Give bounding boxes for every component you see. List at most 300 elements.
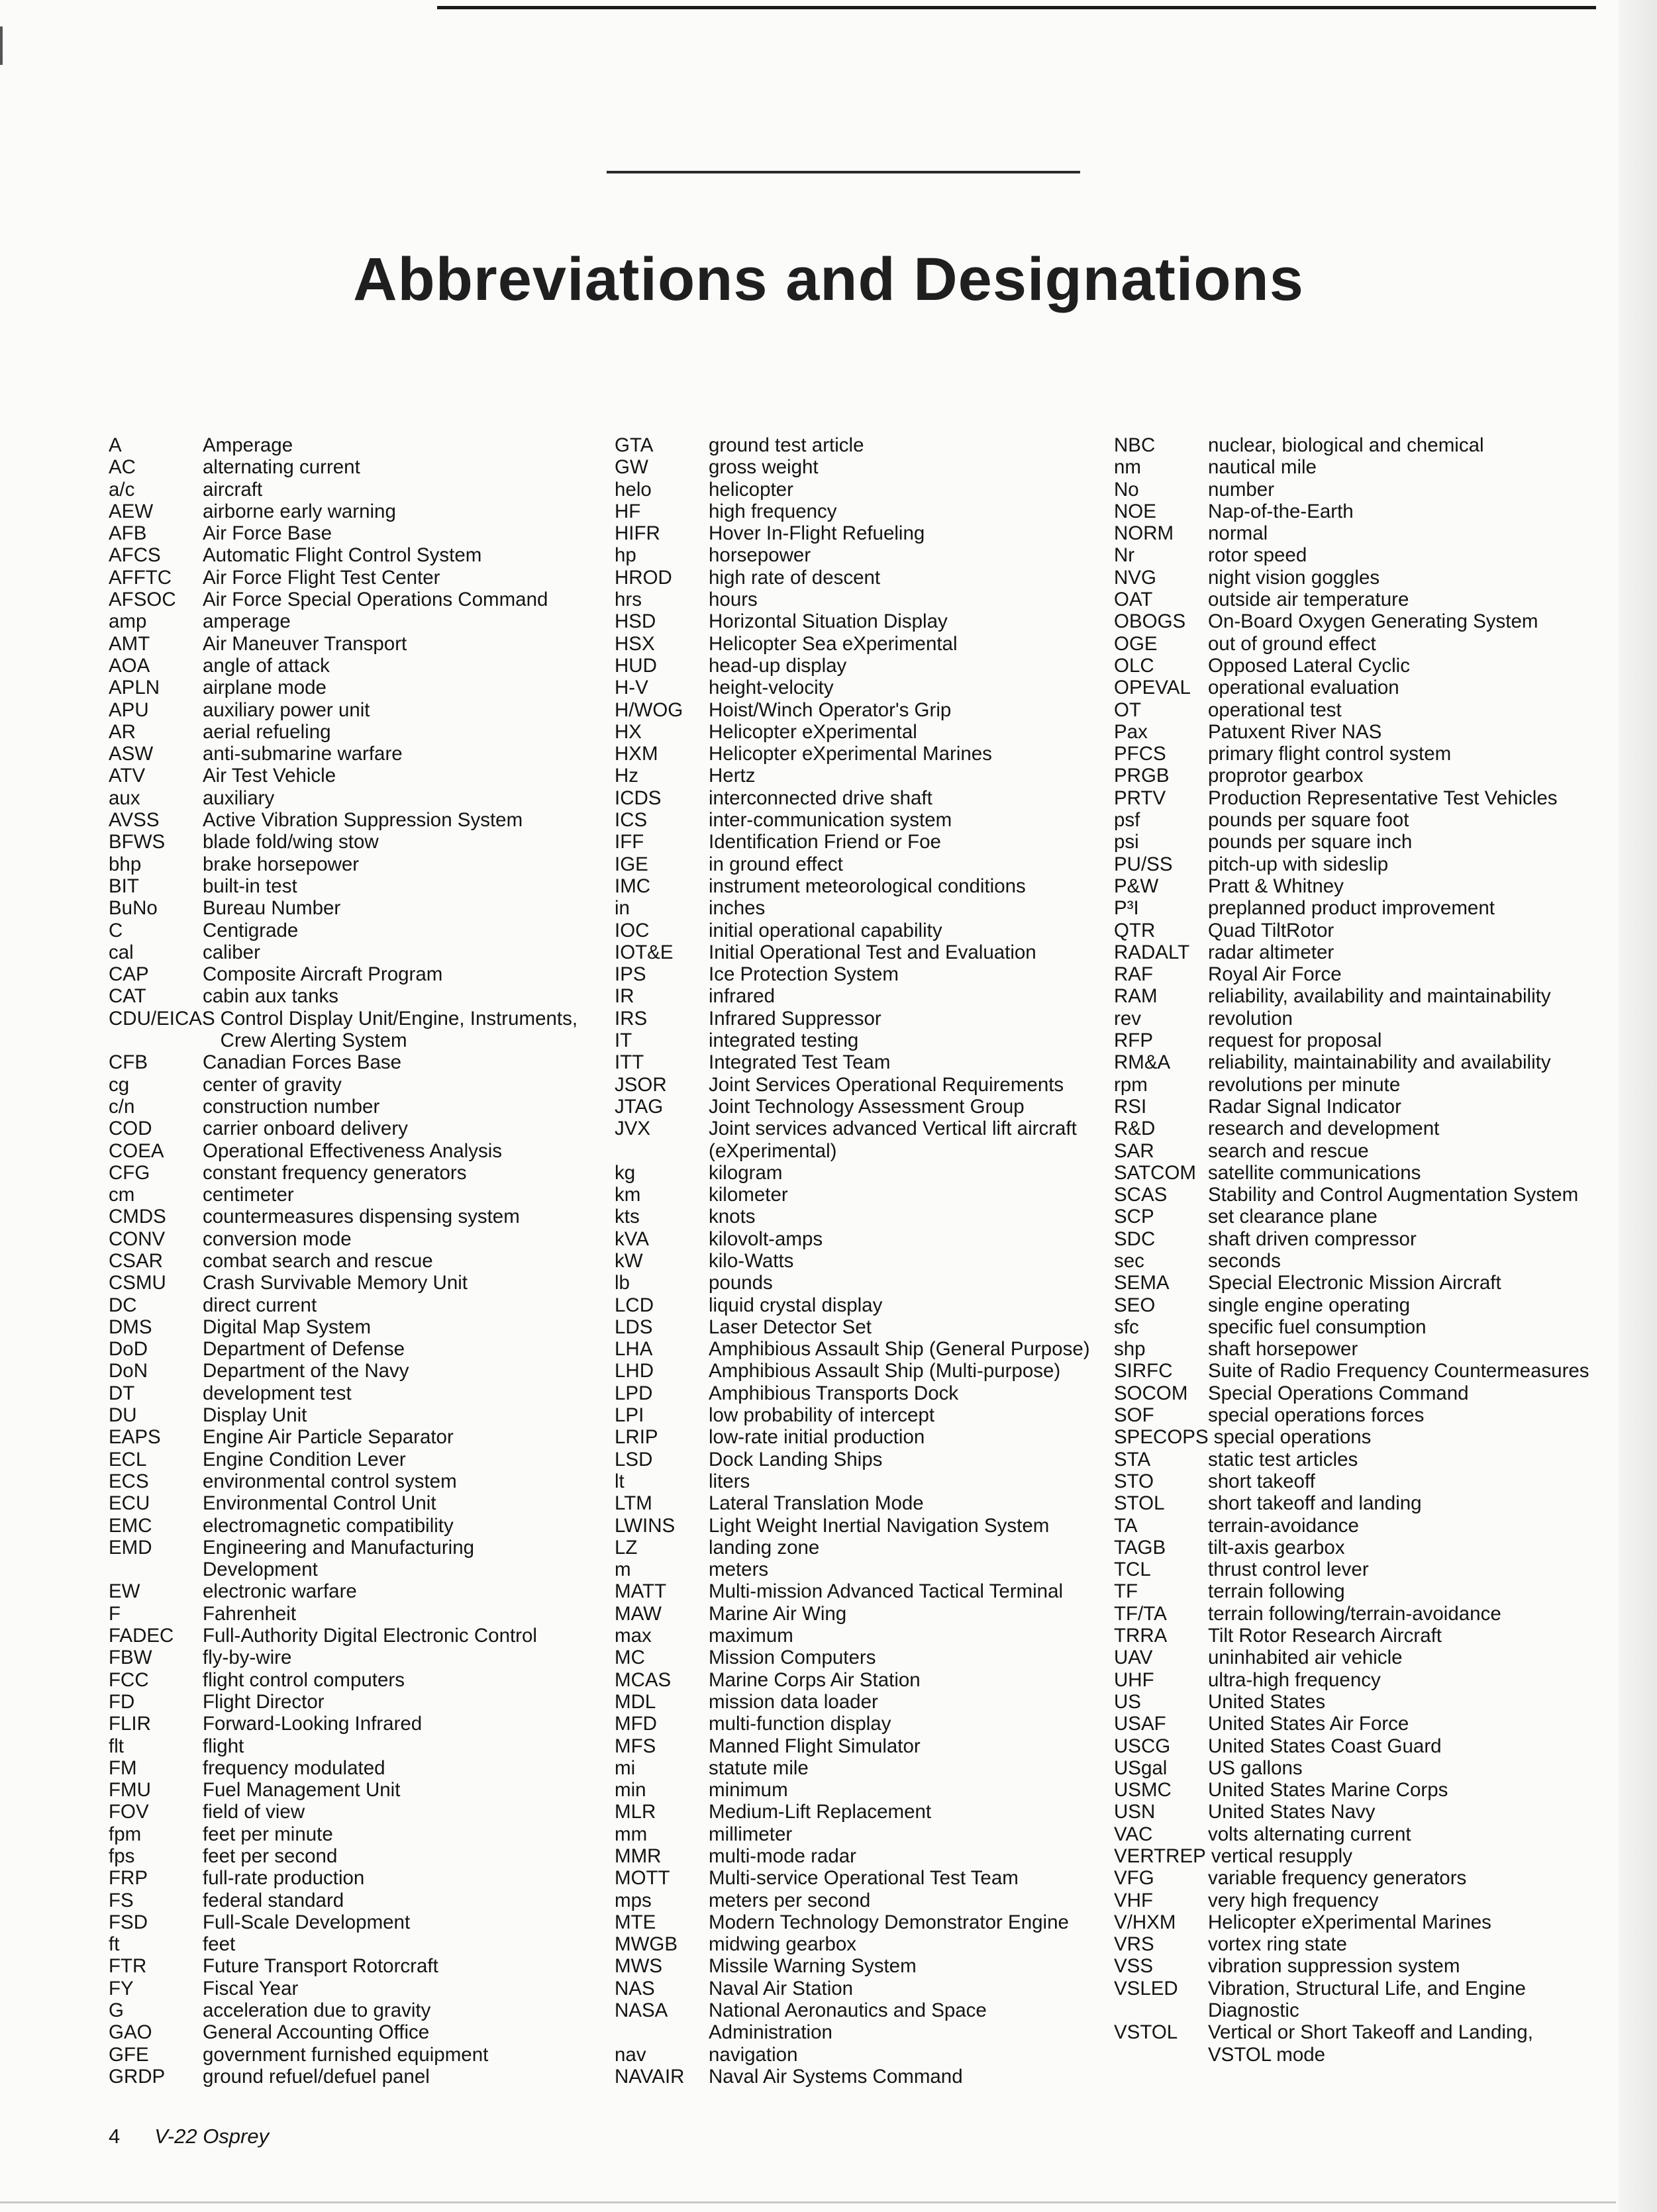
abbreviation-term: A <box>109 434 122 456</box>
abbreviation-definition: gross weight <box>709 456 819 479</box>
abbreviation-term: RSI <box>1114 1095 1147 1118</box>
abbreviation-column-2 <box>615 434 1091 2088</box>
abbreviation-term: FADEC <box>109 1625 174 1647</box>
abbreviation-definition: high rate of descent <box>709 566 881 589</box>
abbreviation-entry <box>1114 1426 1591 1448</box>
abbreviation-definition: Lateral Translation Mode <box>709 1492 924 1515</box>
abbreviation-entry <box>109 1404 585 1426</box>
abbreviation-definition: built-in test <box>203 875 297 897</box>
abbreviation-term: fps <box>109 1845 135 1867</box>
abbreviation-entry <box>1114 743 1591 765</box>
abbreviation-entry <box>109 699 585 721</box>
abbreviation-definition: ground refuel/defuel panel <box>203 2065 430 2088</box>
abbreviation-definition: airborne early warning <box>203 500 396 522</box>
abbreviation-term: mi <box>615 1756 636 1779</box>
abbreviation-definition: Fiscal Year <box>203 1977 299 1999</box>
abbreviation-term: HSD <box>615 610 656 633</box>
abbreviation-definition: airplane mode <box>203 677 326 699</box>
abbreviation-term: GRDP <box>109 2065 166 2088</box>
abbreviation-entry <box>1114 1338 1591 1360</box>
abbreviation-term: m <box>615 1559 631 1581</box>
abbreviation-definition: vortex ring state <box>1208 1933 1347 1956</box>
abbreviation-definition: Crash Survivable Memory Unit <box>203 1272 468 1294</box>
abbreviation-term: RM&A <box>1114 1051 1171 1074</box>
abbreviation-entry <box>615 1978 1091 1999</box>
abbreviation-term: hp <box>615 544 636 567</box>
abbreviation-definition: Suite of Radio Frequency Countermeasures <box>1208 1360 1589 1382</box>
abbreviation-definition: Engine Air Particle Separator <box>203 1426 454 1449</box>
abbreviation-term: SCAS <box>1114 1184 1168 1206</box>
abbreviation-definition: terrain following/terrain-avoidance <box>1208 1602 1501 1625</box>
abbreviation-entry <box>615 677 1091 698</box>
abbreviation-term: TCL <box>1114 1559 1151 1581</box>
abbreviation-term: SEMA <box>1114 1272 1170 1294</box>
abbreviation-term: SPECOPS <box>1114 1426 1209 1449</box>
abbreviation-definition: National Aeronautics and Space Administration <box>709 1999 987 2044</box>
abbreviation-definition: United States <box>1208 1690 1326 1713</box>
abbreviation-definition: Department of the Navy <box>203 1360 409 1382</box>
abbreviation-entry <box>109 677 585 698</box>
abbreviation-term: DU <box>109 1404 137 1427</box>
abbreviation-entry <box>109 1713 585 1735</box>
abbreviation-definition: Multi-mission Advanced Tactical Terminal <box>709 1580 1064 1603</box>
abbreviation-definition: Hover In-Flight Refueling <box>709 522 925 545</box>
abbreviation-definition: helicopter <box>709 478 793 501</box>
abbreviation-term: MTE <box>615 1911 656 1933</box>
abbreviation-entry <box>109 1426 585 1448</box>
abbreviation-definition: pounds per square inch <box>1208 831 1413 853</box>
abbreviation-entry <box>109 1779 585 1801</box>
abbreviation-entry <box>615 1580 1091 1602</box>
abbreviation-entry <box>109 1890 585 1911</box>
abbreviation-term: rev <box>1114 1007 1141 1030</box>
abbreviation-definition: development test <box>203 1382 352 1404</box>
bottom-rule <box>0 2201 1616 2203</box>
abbreviation-definition: terrain-avoidance <box>1208 1514 1359 1537</box>
abbreviation-term: C <box>109 919 123 941</box>
abbreviation-term: SDC <box>1114 1227 1156 1250</box>
abbreviation-definition: conversion mode <box>203 1227 352 1250</box>
abbreviation-term: BFWS <box>109 831 166 853</box>
abbreviation-entry <box>109 1691 585 1713</box>
abbreviation-definition: tilt-axis gearbox <box>1208 1536 1345 1559</box>
abbreviation-term: BIT <box>109 875 139 897</box>
abbreviation-entry <box>1114 479 1591 501</box>
abbreviation-entry <box>615 589 1091 610</box>
abbreviation-entry <box>615 920 1091 941</box>
abbreviation-definition: Special Electronic Mission Aircraft <box>1208 1272 1501 1294</box>
abbreviation-entry <box>1114 1470 1591 1492</box>
abbreviation-term: Hz <box>615 765 639 787</box>
abbreviation-entry <box>615 1382 1091 1404</box>
abbreviation-entry <box>615 1118 1091 1162</box>
abbreviation-entry <box>1114 1051 1591 1073</box>
abbreviation-definition: inter-communication system <box>709 809 952 832</box>
abbreviation-term: a/c <box>109 478 135 501</box>
abbreviation-term: OAT <box>1114 589 1153 611</box>
abbreviation-definition: Helicopter eXperimental Marines <box>709 743 992 765</box>
abbreviation-entry <box>109 1470 585 1492</box>
abbreviation-definition: Manned Flight Simulator <box>709 1735 921 1757</box>
abbreviation-term: kts <box>615 1206 640 1228</box>
abbreviation-entry <box>1114 941 1591 963</box>
abbreviation-definition: Future Transport Rotorcraft <box>203 1955 438 1978</box>
abbreviation-term: ATV <box>109 765 146 787</box>
abbreviation-entry <box>1114 1449 1591 1470</box>
abbreviation-definition: vibration suppression system <box>1208 1955 1460 1978</box>
abbreviation-entry <box>615 1691 1091 1713</box>
abbreviation-term: mps <box>615 1889 652 1911</box>
abbreviation-entry <box>1114 920 1591 941</box>
abbreviation-definition: Helicopter eXperimental Marines <box>1208 1911 1491 1933</box>
abbreviation-definition: Vibration, Structural Life, and Engine Diagnostic <box>1208 1977 1526 2022</box>
abbreviation-entry <box>615 1801 1091 1823</box>
abbreviation-definition: millimeter <box>709 1823 793 1845</box>
abbreviation-term: FCC <box>109 1668 149 1691</box>
abbreviation-term: PRTV <box>1114 787 1166 809</box>
abbreviation-term: IGE <box>615 853 648 875</box>
abbreviation-definition: Digital Map System <box>203 1316 372 1338</box>
abbreviation-term: DoD <box>109 1338 148 1361</box>
abbreviation-definition: outside air temperature <box>1208 589 1409 611</box>
abbreviation-term: TRRA <box>1114 1625 1168 1647</box>
abbreviation-definition: Full-Authority Digital Electronic Control <box>203 1625 537 1647</box>
abbreviation-term: SCP <box>1114 1206 1154 1228</box>
abbreviation-definition: knots <box>709 1206 756 1228</box>
abbreviation-term: TAGB <box>1114 1536 1166 1559</box>
abbreviation-term: RAF <box>1114 963 1153 986</box>
abbreviation-entry <box>615 721 1091 743</box>
abbreviation-definition: horsepower <box>709 544 811 567</box>
abbreviation-term: nav <box>615 2043 646 2066</box>
abbreviation-term: HSX <box>615 632 655 655</box>
abbreviation-entry <box>109 875 585 897</box>
abbreviation-term: UHF <box>1114 1668 1154 1691</box>
abbreviation-definition: General Accounting Office <box>203 2021 430 2044</box>
abbreviation-term: US <box>1114 1690 1141 1713</box>
abbreviation-entry <box>615 1492 1091 1514</box>
abbreviation-definition: Tilt Rotor Research Aircraft <box>1208 1625 1442 1647</box>
abbreviation-entry <box>109 1603 585 1625</box>
abbreviation-definition: Active Vibration Suppression System <box>203 809 523 832</box>
abbreviation-entry <box>615 1272 1091 1294</box>
abbreviation-term: IOC <box>615 919 650 941</box>
abbreviation-entry <box>109 1867 585 1889</box>
abbreviation-definition: Identification Friend or Foe <box>709 831 941 853</box>
abbreviation-term: JTAG <box>615 1095 664 1118</box>
abbreviation-entry <box>109 1140 585 1162</box>
abbreviation-definition: direct current <box>203 1294 317 1316</box>
abbreviation-entry <box>615 743 1091 765</box>
book-title: V-22 Osprey <box>154 2125 270 2148</box>
abbreviation-term: LSD <box>615 1448 653 1470</box>
abbreviation-entry <box>109 1757 585 1779</box>
abbreviation-entry <box>615 544 1091 566</box>
top-rule <box>437 6 1596 9</box>
abbreviation-definition: fly-by-wire <box>203 1647 292 1669</box>
abbreviation-entry <box>1114 1492 1591 1514</box>
abbreviation-entry <box>109 1051 585 1073</box>
abbreviation-term: SAR <box>1114 1139 1154 1162</box>
abbreviation-entry <box>109 1206 585 1227</box>
abbreviation-term: ITT <box>615 1051 644 1074</box>
abbreviation-definition: thrust control lever <box>1208 1559 1369 1581</box>
abbreviation-entry <box>615 501 1091 522</box>
abbreviation-definition: Naval Air Station <box>709 1977 854 1999</box>
abbreviation-entry <box>1114 1140 1591 1162</box>
abbreviation-term: NASA <box>615 1999 668 2022</box>
abbreviation-entry <box>109 1801 585 1823</box>
abbreviation-term: FOV <box>109 1801 149 1823</box>
abbreviation-entry <box>1114 1382 1591 1404</box>
abbreviation-definition: initial operational capability <box>709 919 942 941</box>
abbreviation-entry <box>615 2044 1091 2066</box>
abbreviation-definition: center of gravity <box>203 1073 342 1096</box>
abbreviation-definition: centimeter <box>203 1184 294 1206</box>
abbreviation-term: psf <box>1114 809 1140 832</box>
abbreviation-entry <box>615 1051 1091 1073</box>
abbreviation-definition: rotor speed <box>1208 544 1307 567</box>
abbreviation-entry <box>615 456 1091 478</box>
abbreviation-entry <box>1114 1294 1591 1316</box>
abbreviation-term: amp <box>109 610 147 633</box>
abbreviation-term: ft <box>109 1933 120 1956</box>
page-title: Abbreviations and Designations <box>353 246 1304 313</box>
abbreviation-definition: feet <box>203 1933 236 1956</box>
abbreviation-term: PU/SS <box>1114 853 1173 875</box>
abbreviation-term: RAM <box>1114 985 1158 1008</box>
abbreviation-definition: Medium-Lift Replacement <box>709 1801 932 1823</box>
abbreviation-definition: specific fuel consumption <box>1208 1316 1427 1338</box>
abbreviation-column-3 <box>1114 434 1591 2066</box>
abbreviation-term: APLN <box>109 677 160 699</box>
abbreviation-entry <box>615 1669 1091 1691</box>
abbreviation-definition: federal standard <box>203 1889 344 1911</box>
abbreviation-entry <box>615 1360 1091 1382</box>
abbreviation-definition: Horizontal Situation Display <box>709 610 948 633</box>
abbreviation-term: min <box>615 1779 646 1802</box>
abbreviation-entry <box>109 1360 585 1382</box>
abbreviation-definition: kilovolt-amps <box>709 1227 823 1250</box>
abbreviation-definition: interconnected drive shaft <box>709 787 932 809</box>
abbreviation-entry <box>1114 501 1591 522</box>
abbreviation-entry <box>615 1470 1091 1492</box>
abbreviation-term: VAC <box>1114 1823 1153 1845</box>
abbreviation-entry <box>615 1404 1091 1426</box>
abbreviation-definition: normal <box>1208 522 1268 545</box>
abbreviation-definition: environmental control system <box>203 1470 457 1492</box>
abbreviation-definition: request for proposal <box>1208 1030 1382 1052</box>
abbreviation-definition: Patuxent River NAS <box>1208 720 1382 743</box>
abbreviation-definition: uninhabited air vehicle <box>1208 1647 1403 1669</box>
abbreviation-term: LPD <box>615 1382 653 1404</box>
abbreviation-definition: high frequency <box>709 500 837 522</box>
abbreviation-entry <box>615 2066 1091 2088</box>
abbreviation-definition: kilogram <box>709 1161 783 1184</box>
abbreviation-term: AR <box>109 720 136 743</box>
abbreviation-term: P&W <box>1114 875 1159 897</box>
abbreviation-term: CFG <box>109 1161 150 1184</box>
abbreviation-term: SEO <box>1114 1294 1156 1316</box>
abbreviation-entry <box>615 1074 1091 1096</box>
abbreviation-term: USgal <box>1114 1756 1168 1779</box>
abbreviation-entry <box>109 501 585 522</box>
abbreviation-entry <box>1114 897 1591 919</box>
abbreviation-entry <box>615 1933 1091 1955</box>
abbreviation-term: rpm <box>1114 1073 1148 1096</box>
abbreviation-entry <box>1114 721 1591 743</box>
abbreviation-entry <box>1114 787 1591 809</box>
abbreviation-definition: government furnished equipment <box>203 2043 489 2066</box>
abbreviation-term: MC <box>615 1647 645 1669</box>
abbreviation-definition: United States Marine Corps <box>1208 1779 1448 1802</box>
abbreviation-definition: nuclear, biological and chemical <box>1208 434 1484 456</box>
abbreviation-term: IT <box>615 1030 632 1052</box>
abbreviation-definition: primary flight control system <box>1208 743 1452 765</box>
abbreviation-term: RFP <box>1114 1030 1153 1052</box>
abbreviation-definition: ground test article <box>709 434 864 456</box>
abbreviation-definition: revolution <box>1208 1007 1293 1030</box>
abbreviation-entry <box>1114 2021 1591 2066</box>
abbreviation-entry <box>109 1250 585 1272</box>
abbreviation-entry <box>1114 522 1591 544</box>
abbreviation-entry <box>109 1382 585 1404</box>
abbreviation-term: LZ <box>615 1536 638 1559</box>
abbreviation-entry <box>109 567 585 589</box>
abbreviation-entry <box>615 522 1091 544</box>
abbreviation-term: VSS <box>1114 1955 1154 1978</box>
abbreviation-entry <box>615 765 1091 787</box>
abbreviation-definition: kilometer <box>709 1184 788 1206</box>
abbreviation-entry <box>615 633 1091 655</box>
abbreviation-entry <box>109 1978 585 1999</box>
abbreviation-definition: auxiliary <box>203 787 275 809</box>
abbreviation-term: FM <box>109 1756 137 1779</box>
abbreviation-entry <box>1114 1515 1591 1537</box>
abbreviation-definition: countermeasures dispensing system <box>203 1206 520 1228</box>
abbreviation-term: DoN <box>109 1360 148 1382</box>
title-rule <box>607 171 1080 173</box>
abbreviation-entry <box>109 434 585 456</box>
abbreviation-definition: meters per second <box>709 1889 871 1911</box>
abbreviation-definition: infrared <box>709 985 776 1008</box>
abbreviation-definition: On-Board Oxygen Generating System <box>1208 610 1538 633</box>
abbreviation-definition: seconds <box>1208 1249 1281 1272</box>
abbreviation-entry <box>109 787 585 809</box>
abbreviation-entry <box>615 1537 1091 1559</box>
abbreviation-term: lb <box>615 1272 630 1294</box>
abbreviation-definition: Air Test Vehicle <box>203 765 336 787</box>
abbreviation-term: mm <box>615 1823 648 1845</box>
abbreviation-entry <box>615 831 1091 853</box>
abbreviation-entry <box>615 963 1091 985</box>
abbreviation-definition: meters <box>709 1559 769 1581</box>
abbreviation-definition: pounds <box>709 1272 773 1294</box>
abbreviation-definition: liters <box>709 1470 750 1492</box>
abbreviation-entry <box>109 1669 585 1691</box>
abbreviation-definition: Forward-Looking Infrared <box>203 1713 423 1735</box>
abbreviation-entry <box>109 544 585 566</box>
abbreviation-term: FD <box>109 1690 135 1713</box>
abbreviation-entry <box>109 2066 585 2088</box>
abbreviation-term: NOE <box>1114 500 1156 522</box>
abbreviation-term: EW <box>109 1580 140 1603</box>
abbreviation-term: ICS <box>615 809 648 832</box>
abbreviation-definition: special operations <box>1213 1426 1372 1449</box>
abbreviation-definition: low probability of intercept <box>709 1404 935 1427</box>
abbreviation-definition: Canadian Forces Base <box>203 1051 402 1074</box>
abbreviation-term: kW <box>615 1249 643 1272</box>
abbreviation-entry <box>615 1449 1091 1470</box>
abbreviation-term: FLIR <box>109 1713 151 1735</box>
abbreviation-term: HF <box>615 500 641 522</box>
abbreviation-definition: flight control computers <box>203 1668 405 1691</box>
abbreviation-term: FS <box>109 1889 134 1911</box>
abbreviation-definition: angle of attack <box>203 654 330 677</box>
abbreviation-definition: Ice Protection System <box>709 963 899 986</box>
abbreviation-term: SOF <box>1114 1404 1154 1427</box>
abbreviation-entry <box>109 1492 585 1514</box>
abbreviation-definition: satellite communications <box>1208 1161 1421 1184</box>
abbreviation-definition: anti-submarine warfare <box>203 743 403 765</box>
abbreviation-definition: hours <box>709 589 758 611</box>
abbreviation-definition: multi-function display <box>709 1713 891 1735</box>
page-edge-shadow <box>1619 0 1657 2212</box>
abbreviation-term: NVG <box>1114 566 1156 589</box>
abbreviation-definition: liquid crystal display <box>709 1294 883 1316</box>
abbreviation-entry <box>109 897 585 919</box>
abbreviation-definition: Flight Director <box>203 1690 325 1713</box>
abbreviation-definition: Engineering and Manufacturing Development <box>203 1536 475 1581</box>
abbreviation-entry <box>109 1008 585 1052</box>
abbreviation-entry <box>1114 589 1591 610</box>
abbreviation-definition: feet per minute <box>203 1823 333 1845</box>
abbreviation-entry <box>1114 1625 1591 1647</box>
abbreviation-entry <box>109 589 585 610</box>
abbreviation-definition: Air Force Special Operations Command <box>203 589 548 611</box>
abbreviation-term: FTR <box>109 1955 147 1978</box>
abbreviation-entry <box>109 743 585 765</box>
abbreviation-term: IOT&E <box>615 941 674 963</box>
abbreviation-entry <box>109 1338 585 1360</box>
abbreviation-entry <box>615 1250 1091 1272</box>
abbreviation-definition: reliability, maintainability and availability <box>1208 1051 1551 1074</box>
abbreviation-definition: Centigrade <box>203 919 299 941</box>
abbreviation-term: LCD <box>615 1294 654 1316</box>
abbreviation-definition: Production Representative Test Vehicles <box>1208 787 1558 809</box>
abbreviation-definition: Joint Technology Assessment Group <box>709 1095 1025 1118</box>
abbreviation-term: AFFTC <box>109 566 172 589</box>
abbreviation-definition: Special Operations Command <box>1208 1382 1469 1404</box>
abbreviation-entry <box>615 1911 1091 1933</box>
abbreviation-entry <box>1114 1955 1591 1977</box>
abbreviation-entry <box>1114 1206 1591 1227</box>
abbreviation-term: IFF <box>615 831 644 853</box>
abbreviation-term: MLR <box>615 1801 656 1823</box>
abbreviation-term: HIFR <box>615 522 660 545</box>
abbreviation-term: IR <box>615 985 634 1008</box>
abbreviation-term: kg <box>615 1161 636 1184</box>
abbreviation-definition: Radar Signal Indicator <box>1208 1095 1401 1118</box>
abbreviation-entry <box>1114 1691 1591 1713</box>
abbreviation-term: NAVAIR <box>615 2065 685 2088</box>
abbreviation-entry <box>1114 1096 1591 1118</box>
abbreviation-definition: carrier onboard delivery <box>203 1118 408 1140</box>
abbreviation-definition: static test articles <box>1208 1448 1358 1470</box>
abbreviation-term: LWINS <box>615 1514 676 1537</box>
abbreviation-term: flt <box>109 1735 124 1757</box>
abbreviation-definition: Marine Corps Air Station <box>709 1668 921 1691</box>
